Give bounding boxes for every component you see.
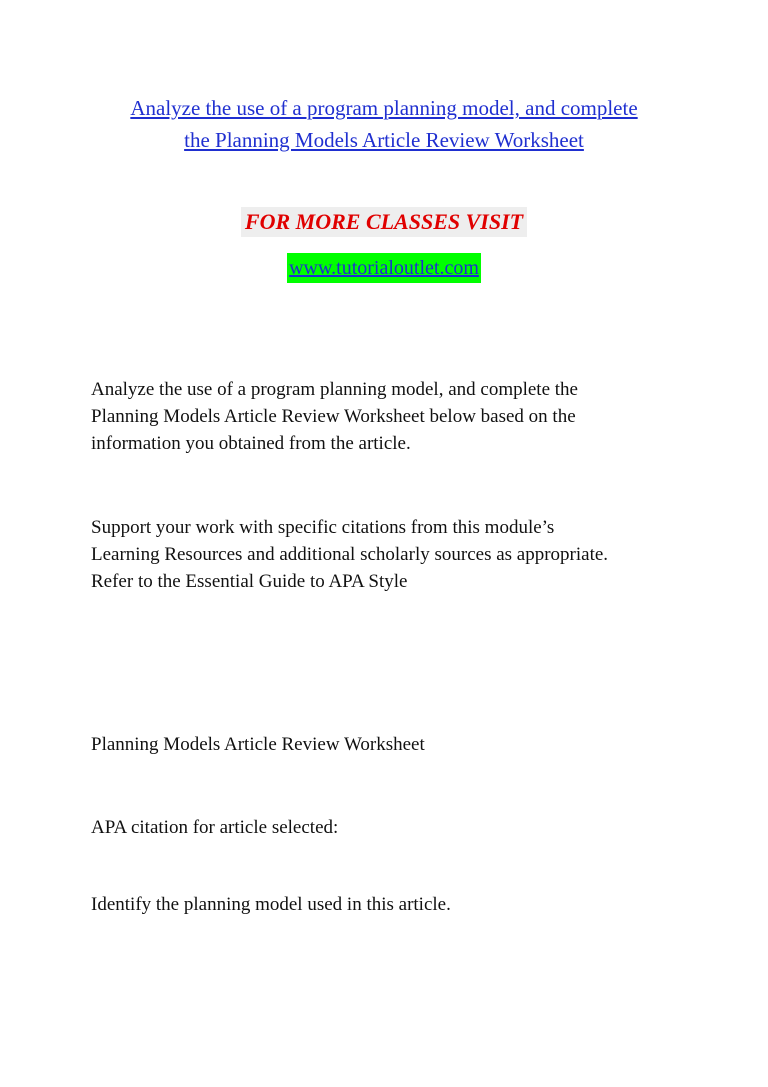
support-paragraph: [91, 514, 691, 595]
intro-line: Planning Models Article Review Worksheet below based on the: [91, 406, 576, 427]
apa-citation-prompt: APA citation for article selected:: [91, 817, 339, 838]
intro-line: Analyze the use of a program planning model, and complete the: [91, 379, 578, 400]
intro-paragraph: [91, 376, 691, 457]
website-link[interactable]: www.tutorialoutlet.com: [287, 253, 481, 283]
support-line: Support your work with specific citations from this module’s: [91, 517, 555, 538]
title-link-line-1[interactable]: Analyze the use of a program planning model, and complete: [130, 96, 638, 120]
support-line: Refer to the Essential Guide to APA Style: [91, 571, 408, 592]
support-line: Learning Resources and additional scholarly sources as appropriate.: [91, 544, 609, 565]
identify-model-prompt: Identify the planning model used in this article.: [91, 894, 451, 915]
worksheet-heading: Planning Models Article Review Worksheet: [91, 734, 425, 755]
intro-line: information you obtained from the article.: [91, 433, 411, 454]
visit-text: FOR MORE CLASSES VISIT: [241, 207, 527, 237]
url-banner: [0, 253, 768, 283]
title-link-line-2[interactable]: the Planning Models Article Review Worksheet: [184, 128, 584, 152]
visit-banner: [0, 207, 768, 237]
